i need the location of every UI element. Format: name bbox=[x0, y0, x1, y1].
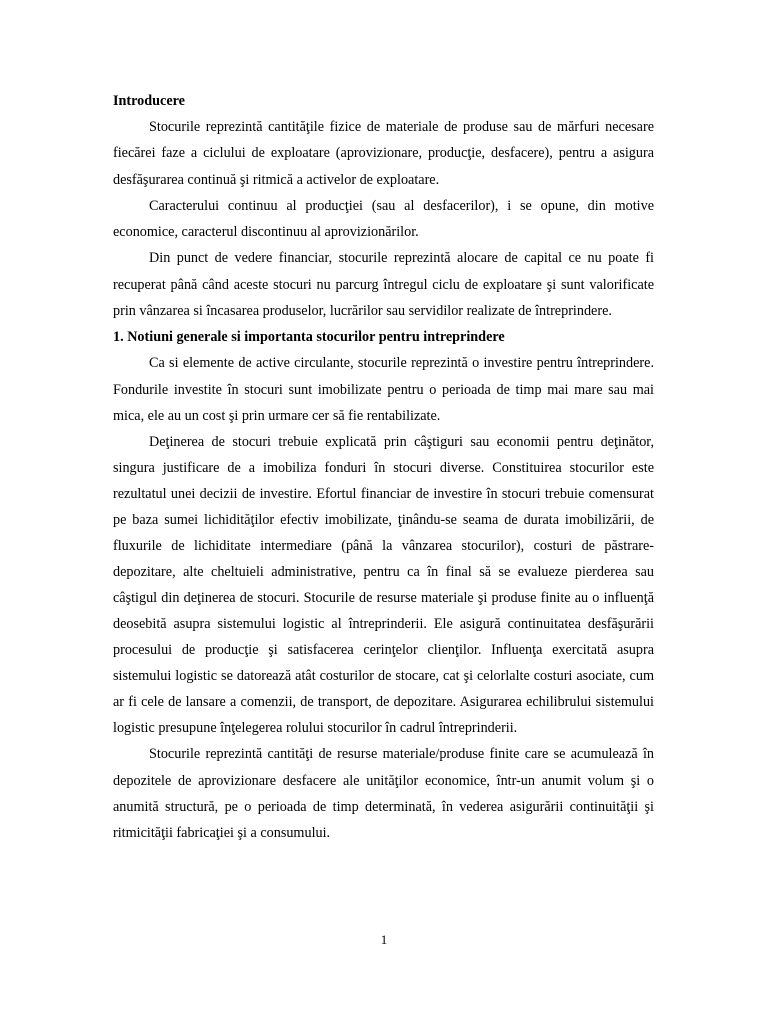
intro-paragraph-3: Din punct de vedere financiar, stocurile reprezintă alocare de capital ce nu poate fi recuperat până când aceste stocuri nu parcurg întregul ciclu de exploatare şi sunt valorificate prin vânzarea si încasarea produselor, lucrărilor sau servidilor realizate de întreprindere. bbox=[113, 250, 654, 320]
section-paragraph-2: Deţinerea de stocuri trebuie explicată prin câştiguri sau economii pentru deţinător, singura justificare de a imobiliza fonduri în stocuri diverse. Constituirea stocurilor este rezultatul unei decizii de investire. Efortul financiar de investire în stocuri trebuie comensurat pe baza sumei lichidităţilor efectiv imobilizate, ţinându-se seama de durata imobilizării, de fluxurile de lichiditate intermediare (până la vânzarea stocurilor), costuri de păstrare-depozitare, alte cheltuieli administrative, pentru ca în final să se evalueze pierderea sau câştigul din deţinerea de stocuri. Stocurile de resurse materiale şi produse finite au o influenţă deosebită asupra sistemului logistic al întreprinderii. Ele asigură continuitatea desfăşurării procesului de producţie şi satisfacerea cerinţelor clienţilor. Influenţa exercitată asupra sistemului logistic se datorează atât costurilor de stocare, cat şi celorlalte costuri asociate, cum ar fi cele de lansare a comenzii, de transport, de depozitare. Asigurarea echilibrului sistemului logistic presupune înţelegerea rolului stocurilor în cadrul întreprinderii. bbox=[113, 434, 654, 737]
page-number: 1 bbox=[380, 932, 388, 947]
intro-paragraph-2: Caracterului continuu al producţiei (sau al desfacerilor), i se opune, din motive economice, caracterul discontinuu al aprovizionărilor. bbox=[113, 197, 654, 241]
section-paragraph-3: Stocurile reprezintă cantităţi de resurse materiale/produse finite care se acumulează în depozitele de aprovizionare desfacere ale unităţilor economice, într-un anumit volum şi o anumită structură, pe o perioada de timp determinată, în vederea asigurării continuităţii şi ritmicităţii fabricaţiei şi a consumului. bbox=[113, 746, 654, 842]
intro-paragraph-1: Stocurile reprezintă cantităţile fizice de materiale de produse sau de mărfuri necesare fiecărei faze a ciclului de exploatare (aprovizionare, producţie, desfacere), pentru a asigura desfăşurarea continuă şi ritmică a activelor de exploatare. bbox=[113, 119, 654, 188]
document-body bbox=[113, 88, 654, 846]
section-heading: 1. Notiuni generale si importanta stocurilor pentru intreprindere bbox=[113, 329, 505, 346]
section-paragraph-1: Ca si elemente de active circulante, stocurile reprezintă o investire pentru întreprindere. Fondurile investite în stocuri sunt imobilizate pentru o perioada de timp mai mare sau mai mica, ele au un cost şi prin urmare cer să fie rentabilizate. bbox=[113, 355, 654, 424]
intro-heading: Introducere bbox=[113, 93, 185, 109]
